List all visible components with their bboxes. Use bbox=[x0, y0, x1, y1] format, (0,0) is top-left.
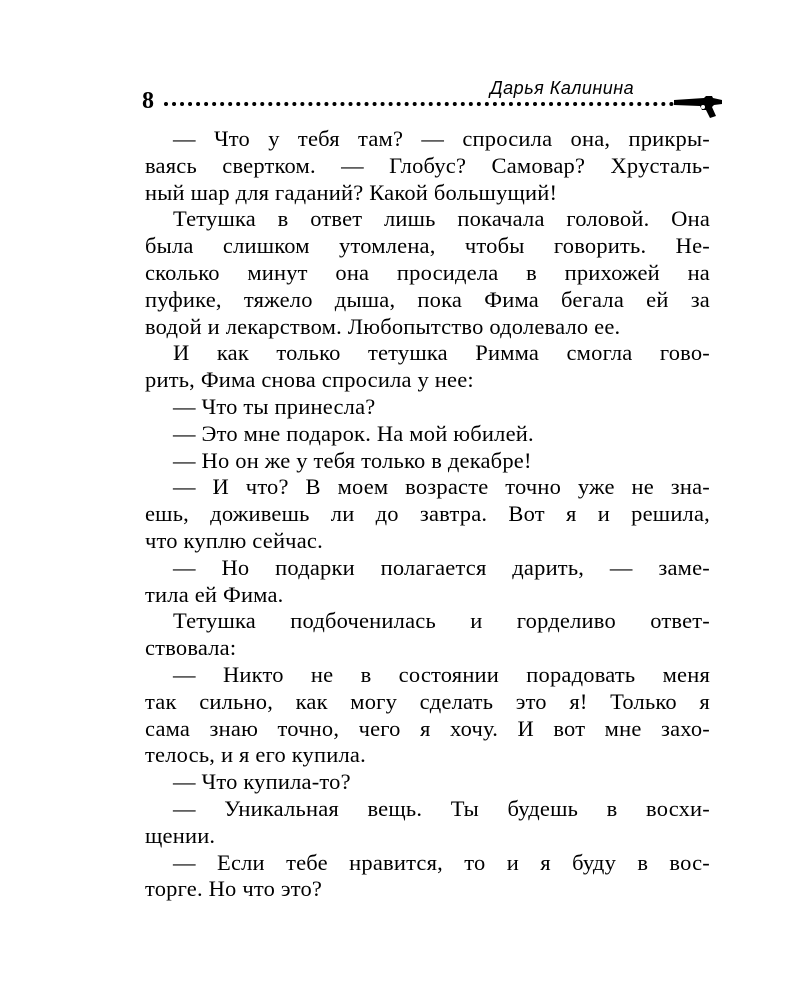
text-line: Тетушка подбоченилась и горделиво ответ- bbox=[173, 608, 710, 634]
text-line: ешь, доживешь ли до завтра. Вот я и решила, bbox=[145, 501, 710, 527]
page-header bbox=[142, 78, 722, 118]
text-line: пуфике, тяжело дыша, пока Фима бегала ей за bbox=[145, 286, 710, 312]
paragraph bbox=[145, 662, 710, 769]
body-text bbox=[145, 126, 710, 903]
text-line: — Но подарки полагается дарить, — заме- bbox=[173, 554, 710, 580]
paragraph bbox=[145, 474, 710, 554]
text-line: — Но он же у тебя только в декабре! bbox=[173, 447, 532, 473]
text-line: — Что купила-то? bbox=[173, 769, 351, 795]
paragraph bbox=[145, 796, 710, 850]
text-line: — Никто не в состоянии порадовать меня bbox=[173, 661, 710, 687]
text-line: сколько минут она просидела в прихожей на bbox=[145, 259, 710, 285]
text-line: щении. bbox=[145, 822, 216, 848]
paragraph bbox=[145, 448, 710, 475]
revolver-icon bbox=[672, 94, 726, 120]
text-line: ный шар для гаданий? Какой большущий! bbox=[145, 179, 558, 205]
paragraph bbox=[145, 340, 710, 394]
paragraph bbox=[145, 555, 710, 609]
paragraph bbox=[145, 769, 710, 796]
text-line: — Это мне подарок. На мой юбилей. bbox=[173, 420, 534, 446]
text-line: — Если тебе нравится, то и я буду в вос- bbox=[173, 849, 710, 875]
text-line: тила ей Фима. bbox=[145, 581, 284, 607]
text-line: — Уникальная вещь. Ты будешь в восхи- bbox=[173, 795, 710, 821]
dotted-leader bbox=[164, 102, 674, 106]
text-line: И как только тетушка Римма смогла гово- bbox=[173, 340, 710, 366]
text-line: телось, и я его купила. bbox=[145, 742, 366, 768]
text-line: что куплю сейчас. bbox=[145, 527, 323, 553]
paragraph bbox=[145, 394, 710, 421]
text-line: водой и лекарством. Любопытство одолевало ее. bbox=[145, 313, 621, 339]
text-line: так сильно, как могу сделать это я! Только я bbox=[145, 688, 710, 714]
paragraph bbox=[145, 126, 710, 206]
paragraph bbox=[145, 421, 710, 448]
text-line: — Что ты принесла? bbox=[173, 393, 376, 419]
text-line: ваясь свертком. — Глобус? Самовар? Хрусталь- bbox=[145, 152, 710, 178]
text-line: была слишком утомлена, чтобы говорить. Не- bbox=[145, 233, 710, 259]
paragraph bbox=[145, 850, 710, 904]
page-number: 8 bbox=[142, 88, 154, 114]
text-line: — И что? В моем возрасте точно уже не зна- bbox=[173, 474, 710, 500]
text-line: торге. Но что это? bbox=[145, 876, 323, 902]
text-line: сама знаю точно, чего я хочу. И вот мне захо- bbox=[145, 715, 710, 741]
text-line: — Что у тебя там? — спросила она, прикры- bbox=[173, 126, 710, 151]
text-line: рить, Фима снова спросила у нее: bbox=[145, 367, 474, 393]
text-line: ствовала: bbox=[145, 635, 237, 661]
text-line: Тетушка в ответ лишь покачала головой. Она bbox=[173, 206, 710, 232]
running-head-author: Дарья Калинина bbox=[490, 78, 635, 98]
paragraph bbox=[145, 206, 710, 340]
paragraph bbox=[145, 608, 710, 662]
